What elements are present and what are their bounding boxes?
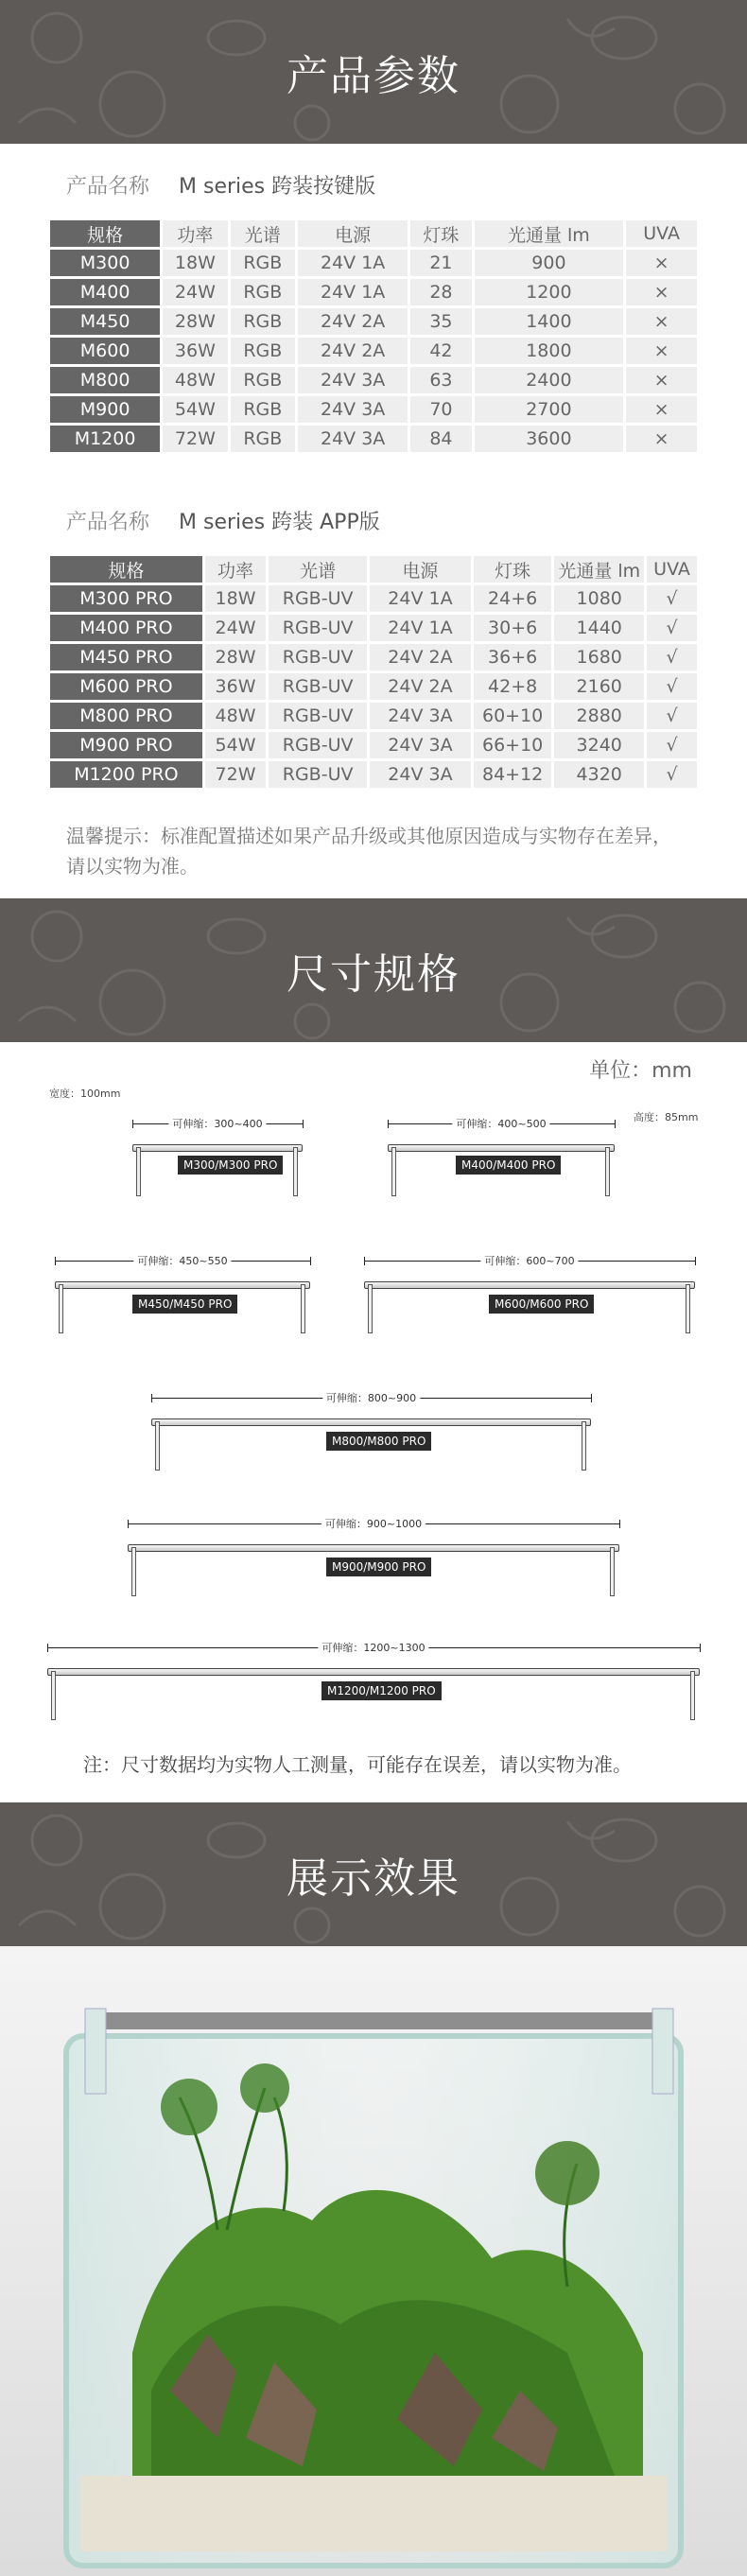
- table-cell: 18W: [205, 585, 266, 612]
- table-cell: ×: [626, 426, 697, 452]
- table-cell: RGB: [231, 367, 295, 393]
- table-cell: 28W: [163, 308, 227, 335]
- section-title: 产品参数: [287, 52, 460, 100]
- table-cell: 2400: [475, 367, 624, 393]
- light-fixture-drawing: [55, 1281, 310, 1338]
- mount-leg: [582, 1421, 586, 1471]
- dimension-note: 注：尺寸数据均为实物人工测量，可能存在误差，请以实物为准。: [83, 1753, 632, 1776]
- table-cell: 28W: [205, 644, 266, 670]
- light-fixture-drawing: [128, 1544, 619, 1601]
- header-cell: 光通量 lm: [475, 220, 624, 247]
- table-row: [50, 644, 697, 670]
- table-cell: RGB-UV: [269, 761, 367, 788]
- table-row: [50, 703, 697, 729]
- unit-label: 单位：mm: [589, 1059, 692, 1083]
- light-fixture-drawing: [151, 1419, 591, 1475]
- table-cell: 24V 1A: [370, 585, 471, 612]
- extension-range-label: 可伸缩：600~700: [480, 1253, 578, 1268]
- light-fixture-drawing: [47, 1668, 700, 1725]
- table-cell: 24V 3A: [298, 426, 408, 452]
- table-row: [50, 279, 697, 305]
- table-cell: 72W: [163, 426, 227, 452]
- model-cell: M300 PRO: [50, 585, 202, 612]
- table-cell: √: [647, 673, 697, 700]
- mount-leg: [690, 1671, 695, 1720]
- model-cell: M600 PRO: [50, 673, 202, 700]
- mount-leg: [391, 1147, 396, 1196]
- table-cell: ×: [626, 279, 697, 305]
- model-tag: M1200/M1200 PRO: [321, 1681, 442, 1700]
- table-cell: RGB: [231, 338, 295, 364]
- light-bar: [388, 1144, 615, 1152]
- model-cell: M1200: [50, 426, 160, 452]
- mount-leg: [605, 1147, 610, 1196]
- table-row: [50, 338, 697, 364]
- light-fixture-drawing: [132, 1144, 303, 1201]
- table-cell: 42+8: [474, 673, 552, 700]
- table-cell: RGB: [231, 250, 295, 276]
- model-cell: M800 PRO: [50, 703, 202, 729]
- table-cell: 24V 3A: [370, 703, 471, 729]
- extension-range-label: 可伸缩：800~900: [322, 1390, 420, 1405]
- light-fixture-drawing: [364, 1281, 695, 1338]
- header-cell: 电源: [370, 556, 471, 583]
- section-banner-params: [0, 0, 747, 144]
- table-row: [50, 761, 697, 788]
- table-row: [50, 308, 697, 335]
- model-cell: M900 PRO: [50, 732, 202, 758]
- table-cell: RGB-UV: [269, 732, 367, 758]
- table-row: [50, 673, 697, 700]
- table-cell: 36W: [163, 338, 227, 364]
- product-name-value: M series 跨装 APP版: [179, 511, 380, 534]
- mount-leg: [610, 1547, 615, 1596]
- table-cell: 42: [410, 338, 471, 364]
- table-cell: 24V 2A: [370, 644, 471, 670]
- table-cell: √: [647, 615, 697, 641]
- table-cell: ×: [626, 338, 697, 364]
- table-row: [50, 732, 697, 758]
- table-row: [50, 615, 697, 641]
- section-title: 尺寸规格: [287, 950, 460, 999]
- table-cell: ×: [626, 308, 697, 335]
- product-name-label: 产品名称: [66, 511, 150, 534]
- model-cell: M300: [50, 250, 160, 276]
- table-cell: RGB-UV: [269, 673, 367, 700]
- mount-leg: [51, 1671, 56, 1720]
- table-cell: 24V 3A: [298, 367, 408, 393]
- table-cell: √: [647, 585, 697, 612]
- table-cell: 36W: [205, 673, 266, 700]
- table-cell: 72W: [205, 761, 266, 788]
- table-row: [50, 367, 697, 393]
- table-header-row: [50, 220, 697, 247]
- header-cell: 光谱: [269, 556, 367, 583]
- mount-leg: [155, 1421, 160, 1471]
- mount-leg: [59, 1284, 63, 1333]
- table-cell: 35: [410, 308, 471, 335]
- table-cell: 54W: [163, 396, 227, 423]
- model-tag: M800/M800 PRO: [326, 1432, 431, 1451]
- table-cell: 24+6: [474, 585, 552, 612]
- header-cell: 功率: [163, 220, 227, 247]
- model-cell: M600: [50, 338, 160, 364]
- model-cell: M450: [50, 308, 160, 335]
- table-cell: 24V 2A: [370, 673, 471, 700]
- table-cell: 30+6: [474, 615, 552, 641]
- width-note: 宽度：100mm: [49, 1088, 121, 1100]
- table-cell: 1400: [475, 308, 624, 335]
- table-cell: RGB: [231, 426, 295, 452]
- table-cell: 70: [410, 396, 471, 423]
- table-cell: RGB: [231, 308, 295, 335]
- model-cell: M400: [50, 279, 160, 305]
- table-row: [50, 585, 697, 612]
- table-header-row: [50, 556, 697, 583]
- aquarium-display-photo: [0, 1946, 747, 2576]
- table-cell: 24V 1A: [298, 279, 408, 305]
- table-cell: 1680: [554, 644, 644, 670]
- header-cell: 电源: [298, 220, 408, 247]
- table-cell: RGB-UV: [269, 644, 367, 670]
- section-title: 展示效果: [287, 1854, 460, 1903]
- extension-range-label: 可伸缩：300~400: [168, 1116, 266, 1131]
- table-cell: √: [647, 732, 697, 758]
- table-cell: 24W: [205, 615, 266, 641]
- table-cell: 21: [410, 250, 471, 276]
- table-cell: 4320: [554, 761, 644, 788]
- mount-leg: [131, 1547, 136, 1596]
- table-cell: 1800: [475, 338, 624, 364]
- header-cell: 光谱: [231, 220, 295, 247]
- height-note: 高度：85mm: [634, 1111, 699, 1123]
- table-cell: 1440: [554, 615, 644, 641]
- section-banner-size: [0, 898, 747, 1042]
- model-cell: M900: [50, 396, 160, 423]
- extension-range-label: 可伸缩：1200~1300: [318, 1640, 428, 1655]
- table-cell: 2700: [475, 396, 624, 423]
- header-cell: 规格: [50, 556, 202, 583]
- table-cell: 24V 3A: [370, 761, 471, 788]
- model-tag: M300/M300 PRO: [178, 1156, 283, 1175]
- table-cell: 24V 3A: [370, 732, 471, 758]
- table-cell: 24W: [163, 279, 227, 305]
- product-name-line: [66, 506, 380, 535]
- table-cell: 1200: [475, 279, 624, 305]
- table-cell: 24V 2A: [298, 338, 408, 364]
- model-tag: M400/M400 PRO: [456, 1156, 561, 1175]
- table-cell: RGB-UV: [269, 703, 367, 729]
- table-cell: RGB-UV: [269, 585, 367, 612]
- table-cell: 2880: [554, 703, 644, 729]
- section-banner-display: [0, 1802, 747, 1946]
- product-name-label: 产品名称: [66, 175, 150, 199]
- table-cell: 84: [410, 426, 471, 452]
- notice-text: 温馨提示：标准配置描述如果产品升级或其他原因造成与实物存在差异，请以实物为准。: [66, 825, 671, 878]
- light-bar: [132, 1144, 303, 1152]
- table-cell: ×: [626, 250, 697, 276]
- header-cell: 规格: [50, 220, 160, 247]
- table-cell: 18W: [163, 250, 227, 276]
- spec-table-standard: [47, 218, 700, 455]
- header-cell: UVA: [626, 220, 697, 247]
- table-row: [50, 396, 697, 423]
- model-cell: M450 PRO: [50, 644, 202, 670]
- table-cell: 48W: [163, 367, 227, 393]
- table-cell: ×: [626, 367, 697, 393]
- model-tag: M600/M600 PRO: [489, 1295, 594, 1314]
- mount-leg: [686, 1284, 690, 1333]
- table-cell: 2160: [554, 673, 644, 700]
- extension-range-label: 可伸缩：900~1000: [321, 1516, 426, 1531]
- table-cell: 28: [410, 279, 471, 305]
- header-cell: 功率: [205, 556, 266, 583]
- table-cell: 63: [410, 367, 471, 393]
- table-cell: ×: [626, 396, 697, 423]
- table-row: [50, 426, 697, 452]
- light-bar: [47, 1668, 700, 1676]
- model-cell: M1200 PRO: [50, 761, 202, 788]
- table-cell: 66+10: [474, 732, 552, 758]
- model-tag: M450/M450 PRO: [132, 1295, 237, 1314]
- header-cell: UVA: [647, 556, 697, 583]
- header-cell: 光通量 lm: [554, 556, 644, 583]
- table-cell: √: [647, 644, 697, 670]
- model-cell: M800: [50, 367, 160, 393]
- table-cell: 24V 1A: [298, 250, 408, 276]
- mount-leg: [301, 1284, 305, 1333]
- light-bar: [128, 1544, 619, 1552]
- extension-range-label: 可伸缩：400~500: [452, 1116, 549, 1131]
- spec-table-app: [47, 553, 700, 791]
- table-cell: √: [647, 761, 697, 788]
- light-bar: [364, 1281, 695, 1289]
- light-bar: [151, 1419, 591, 1426]
- model-cell: M400 PRO: [50, 615, 202, 641]
- mount-leg: [368, 1284, 373, 1333]
- light-bar: [55, 1281, 310, 1289]
- table-cell: 36+6: [474, 644, 552, 670]
- table-cell: RGB: [231, 279, 295, 305]
- product-name-value: M series 跨装按键版: [179, 175, 376, 199]
- table-cell: 3240: [554, 732, 644, 758]
- table-cell: √: [647, 703, 697, 729]
- product-name-line: [66, 170, 375, 200]
- extension-range-label: 可伸缩：450~550: [133, 1253, 231, 1268]
- table-cell: 84+12: [474, 761, 552, 788]
- table-cell: 60+10: [474, 703, 552, 729]
- header-cell: 灯珠: [410, 220, 471, 247]
- table-cell: 54W: [205, 732, 266, 758]
- model-tag: M900/M900 PRO: [326, 1558, 431, 1576]
- table-cell: 24V 1A: [370, 615, 471, 641]
- mount-leg: [293, 1147, 298, 1196]
- table-row: [50, 250, 697, 276]
- mount-leg: [136, 1147, 141, 1196]
- table-cell: 3600: [475, 426, 624, 452]
- table-cell: RGB: [231, 396, 295, 423]
- header-cell: 灯珠: [474, 556, 552, 583]
- table-cell: 1080: [554, 585, 644, 612]
- table-cell: 900: [475, 250, 624, 276]
- light-fixture-drawing: [388, 1144, 615, 1201]
- table-cell: 24V 2A: [298, 308, 408, 335]
- table-cell: RGB-UV: [269, 615, 367, 641]
- table-cell: 24V 3A: [298, 396, 408, 423]
- table-cell: 48W: [205, 703, 266, 729]
